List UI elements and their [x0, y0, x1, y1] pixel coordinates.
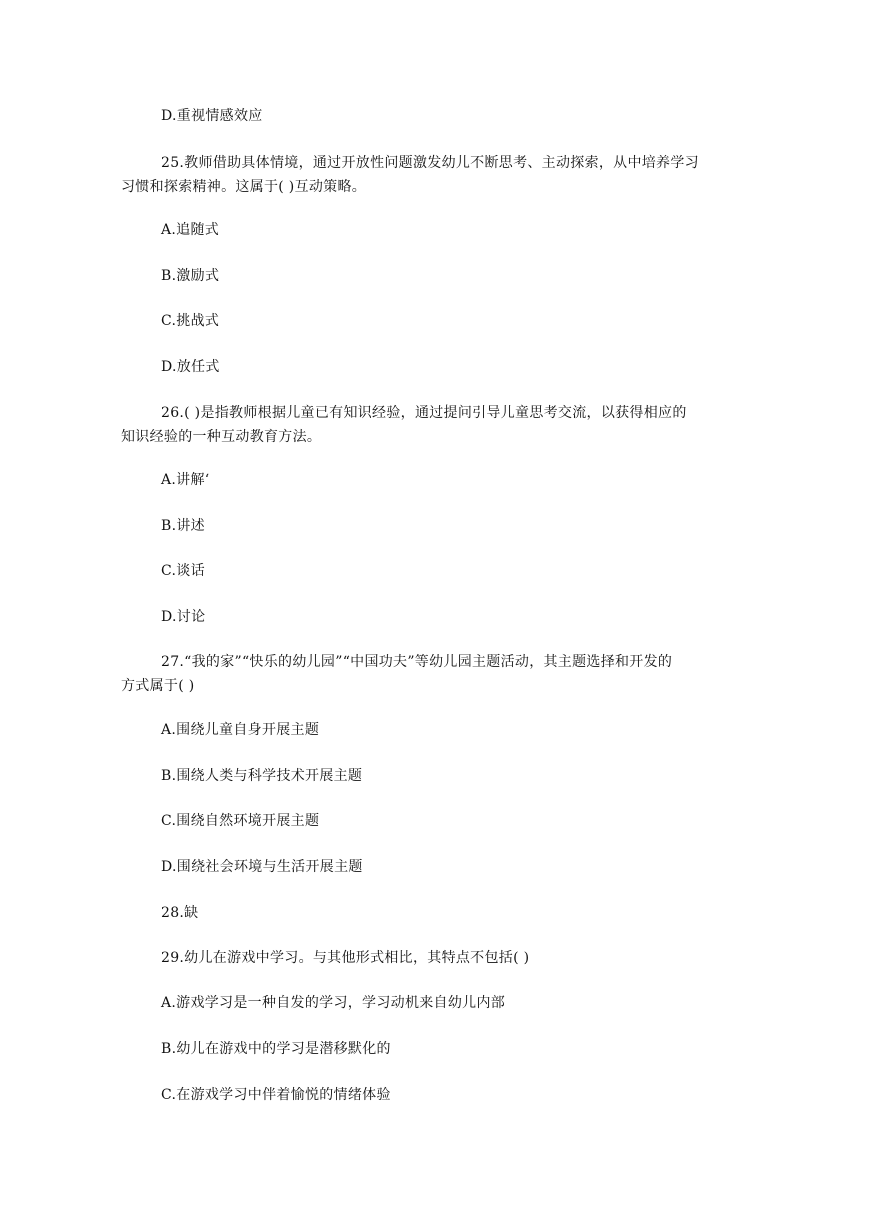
question-text: 29.幼儿在游戏中学习。与其他形式相比，其特点不包括( )	[161, 950, 530, 966]
option-text: D.讨论	[161, 609, 206, 625]
option-text: C.在游戏学习中伴着愉悦的情绪体验	[161, 1087, 391, 1103]
option-text: A.游戏学习是一种自发的学习，学习动机来自幼儿内部	[161, 995, 506, 1011]
option-text: B.幼儿在游戏中的学习是潜移默化的	[161, 1041, 391, 1057]
question-text: 知识经验的一种互动教育方法。	[121, 429, 322, 445]
question-text: 25.教师借助具体情境，通过开放性问题激发幼儿不断思考、主动探索，从中培养学习	[161, 155, 699, 171]
option-text: C.围绕自然环境开展主题	[161, 813, 320, 829]
option-text: D.重视情感效应	[161, 108, 263, 124]
option-text: A.讲解‘	[161, 472, 210, 488]
question-text: 28.缺	[161, 905, 199, 921]
option-text: D.围绕社会环境与生活开展主题	[161, 859, 363, 875]
option-text: B.激励式	[161, 268, 220, 284]
option-text: D.放任式	[161, 359, 220, 375]
option-text: B.讲述	[161, 518, 205, 534]
option-text: A.围绕儿童自身开展主题	[161, 722, 320, 738]
option-text: C.谈话	[161, 563, 205, 579]
question-text: 27.“我的家”“快乐的幼儿园”“中国功夫”等幼儿园主题活动，其主题选择和开发的	[161, 654, 673, 670]
option-text: B.围绕人类与科学技术开展主题	[161, 768, 363, 784]
option-text: C.挑战式	[161, 313, 220, 329]
question-text: 习惯和探索精神。这属于( )互动策略。	[121, 179, 367, 195]
option-text: A.追随式	[161, 222, 220, 238]
question-text: 方式属于( )	[121, 678, 195, 694]
question-text: 26.( )是指教师根据儿童已有知识经验，通过提问引导儿童思考交流，以获得相应的	[161, 405, 687, 421]
